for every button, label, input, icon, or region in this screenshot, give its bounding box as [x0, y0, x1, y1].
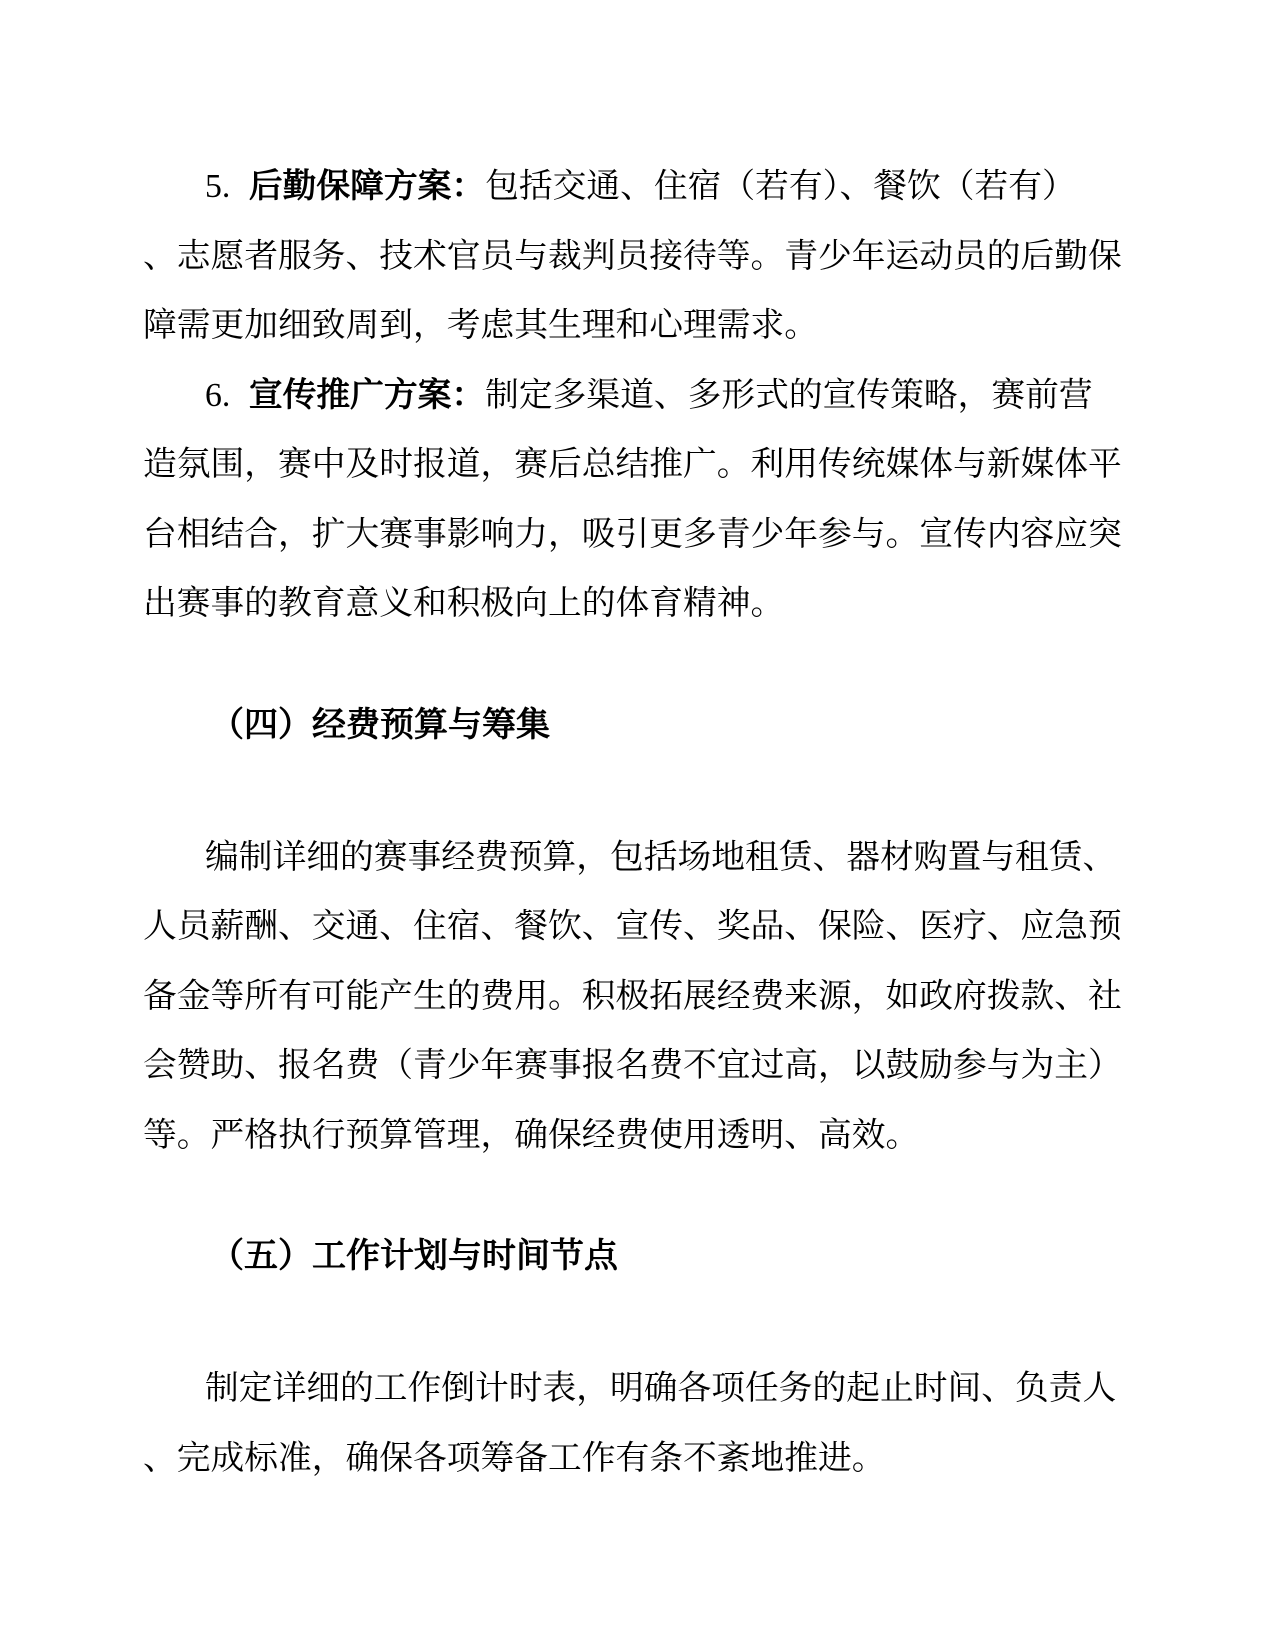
- text-line: [143, 892, 1235, 962]
- text-segment: 等。严格执行预算管理，确保经费使用透明、高效。: [143, 1116, 920, 1154]
- text-segment: 备金等所有可能产生的费用。积极拓展经费来源，如政府拨款、社: [143, 977, 1122, 1015]
- text-line: [143, 361, 1235, 431]
- text-line: [143, 1354, 1235, 1424]
- text-line: [143, 962, 1235, 1032]
- text-segment: 编制详细的赛事经费预算，包括场地租赁、器材购置与租赁、: [205, 838, 1117, 876]
- text-segment: 障需更加细致周到，考虑其生理和心理需求。: [143, 307, 819, 344]
- list-number: 5.: [205, 168, 231, 205]
- text-line: [143, 1101, 1235, 1171]
- text-segment: 台相结合，扩大赛事影响力，吸引更多青少年参与。宣传内容应突: [143, 515, 1122, 553]
- text-line: [143, 152, 1235, 222]
- text-line: [143, 569, 1235, 639]
- text-segment: 人员薪酬、交通、住宿、餐饮、宣传、奖品、保险、医疗、应急预: [143, 908, 1122, 945]
- text-line: [143, 1424, 1235, 1494]
- run-in-bold-label: 宣传推广方案：: [248, 376, 486, 414]
- paragraph: [143, 1354, 1235, 1493]
- text-line: [143, 1031, 1235, 1101]
- list-number: 6.: [205, 376, 231, 414]
- text-segment: 、完成标准，确保各项筹备工作有条不紊地推进。: [143, 1439, 886, 1477]
- text-line: [143, 222, 1235, 292]
- section-heading: （五）工作计划与时间节点: [210, 1237, 618, 1275]
- paragraph: [143, 152, 1235, 361]
- text-segment: 、志愿者服务、技术官员与裁判员接待等。青少年运动员的后勤保: [143, 237, 1122, 275]
- text-segment: 制定详细的工作倒计时表，明确各项任务的起止时间、负责人: [205, 1370, 1117, 1407]
- run-in-bold-label: 后勤保障方案：: [248, 168, 486, 205]
- text-line: [143, 430, 1235, 500]
- text-line: [143, 823, 1235, 893]
- text-line: [143, 291, 1235, 361]
- text-segment: 制定多渠道、多形式的宣传策略，赛前营: [485, 376, 1093, 414]
- paragraph: [143, 823, 1235, 1171]
- text-segment: 造氛围，赛中及时报道，赛后总结推广。利用传统媒体与新媒体平: [143, 446, 1122, 483]
- text-segment: 出赛事的教育意义和积极向上的体育精神。: [143, 585, 785, 622]
- text-segment: 包括交通、住宿（若有）、餐饮（若有）: [485, 168, 1076, 205]
- paragraph: [143, 361, 1235, 639]
- section-heading: （四）经费预算与筹集: [210, 705, 550, 744]
- text-line: [143, 500, 1235, 570]
- text-segment: 会赞助、报名费（青少年赛事报名费不宜过高，以鼓励参与为主）: [143, 1047, 1122, 1084]
